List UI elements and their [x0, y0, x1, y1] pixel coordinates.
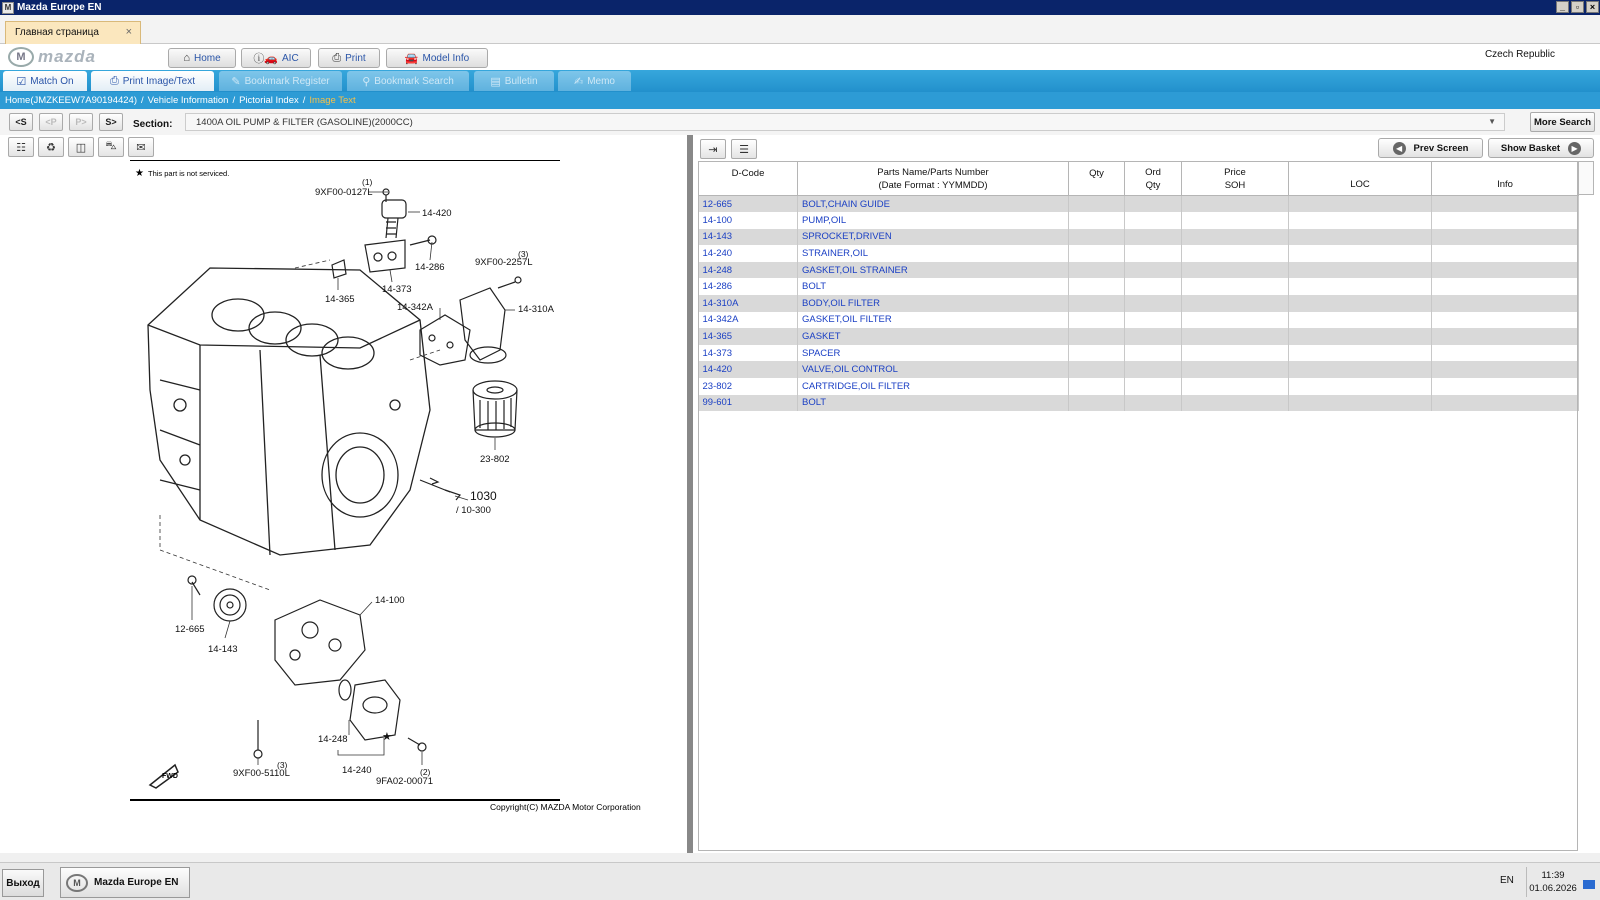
column-header-dcode[interactable] — [699, 162, 798, 196]
show-basket-label: Show Basket — [1500, 142, 1561, 154]
more-search-button[interactable]: More Search — [1530, 112, 1595, 132]
keyboard-language[interactable]: EN — [1500, 875, 1514, 886]
info-cell — [1432, 229, 1579, 246]
status-bar — [0, 853, 1600, 862]
loc-cell — [1289, 312, 1432, 329]
callout-14-143[interactable]: 14-143 — [208, 644, 238, 655]
price-soh-cell — [1182, 196, 1289, 213]
loc-cell — [1289, 378, 1432, 395]
not-serviced-star-icon: ★ — [382, 731, 392, 743]
fwd-label: FWD — [162, 773, 178, 780]
app-icon: M — [2, 2, 14, 14]
ord-qty-cell — [1125, 229, 1182, 246]
breadcrumb-separator: / — [232, 95, 236, 106]
callout-14-420[interactable]: 14-420 — [422, 208, 452, 219]
table-row[interactable] — [699, 295, 1579, 312]
bookmark-search-button[interactable] — [347, 71, 469, 91]
breadcrumb — [0, 92, 1600, 109]
aic-icon: ⓘ🚗 — [253, 53, 279, 65]
not-serviced-star-icon: ★ — [135, 168, 144, 179]
dcode-cell[interactable]: 14-310A — [699, 295, 798, 312]
part-name-cell[interactable]: VALVE,OIL CONTROL — [798, 361, 1069, 378]
home-icon: ⌂ — [183, 52, 190, 64]
info-cell — [1432, 262, 1579, 279]
column-header-qty[interactable] — [1069, 162, 1125, 196]
taskbar-app-label: Mazda Europe EN — [94, 877, 179, 888]
qty-cell — [1069, 328, 1125, 345]
print-button[interactable] — [318, 48, 380, 68]
table-row[interactable] — [699, 395, 1579, 412]
check-icon: ☑ — [16, 75, 27, 88]
dcode-cell[interactable]: 14-286 — [699, 278, 798, 295]
callout-10-300: / 10-300 — [456, 505, 491, 516]
info-cell — [1432, 278, 1579, 295]
qty-cell — [1069, 312, 1125, 329]
dcode-cell[interactable]: 14-248 — [699, 262, 798, 279]
callout-14-100[interactable]: 14-100 — [375, 595, 405, 606]
qty-cell — [1069, 229, 1125, 246]
ord-qty-cell — [1125, 395, 1182, 412]
breadcrumb-current: Image Text — [309, 95, 356, 106]
price-soh-cell — [1182, 361, 1289, 378]
column-header-loc[interactable] — [1289, 162, 1432, 196]
engine-block-drawing — [148, 268, 430, 555]
callout-9fa02-00071[interactable]: 9FA02-00071 — [376, 776, 434, 787]
model-info-button-label: Model Info — [422, 52, 470, 64]
home-page-tab[interactable] — [5, 21, 141, 44]
qty-cell — [1069, 245, 1125, 262]
price-soh-cell — [1182, 278, 1289, 295]
app-header — [0, 44, 1600, 70]
part-name-cell[interactable]: PUMP,OIL — [798, 212, 1069, 229]
bulletin-button[interactable] — [474, 71, 554, 91]
callout-14-342a[interactable]: 14-342A — [397, 302, 433, 313]
notification-flag-icon[interactable] — [1583, 880, 1595, 889]
callout-14-365[interactable]: 14-365 — [325, 294, 355, 305]
callout-14-373[interactable]: 14-373 — [382, 284, 412, 295]
document-tabstrip — [0, 15, 1600, 44]
loc-cell — [1289, 361, 1432, 378]
callout-qty-1: (1) — [362, 177, 373, 187]
loc-cell — [1289, 196, 1432, 213]
part-name-cell[interactable]: STRAINER,OIL — [798, 245, 1069, 262]
dcode-cell[interactable]: 12-665 — [699, 196, 798, 213]
price-soh-cell — [1182, 328, 1289, 345]
oil-filter-body-drawing — [420, 277, 521, 365]
info-cell — [1432, 328, 1579, 345]
ord-qty-cell — [1125, 212, 1182, 229]
qty-cell — [1069, 345, 1125, 362]
part-name-cell[interactable]: BOLT,CHAIN GUIDE — [798, 196, 1069, 213]
match-on-button[interactable] — [3, 71, 87, 91]
not-serviced-note: This part is not serviced. — [148, 169, 230, 178]
table-row[interactable] — [699, 229, 1579, 246]
os-taskbar — [0, 862, 1600, 900]
table-row[interactable] — [699, 212, 1579, 229]
table-scrollbar[interactable] — [1578, 161, 1594, 195]
mazda-logo-text: mazda — [38, 47, 96, 66]
chevron-down-icon: ▼ — [1488, 117, 1496, 126]
copyright-text: Copyright(C) MAZDA Motor Corporation — [490, 802, 641, 812]
parts-table — [698, 161, 1579, 411]
info-cell — [1432, 245, 1579, 262]
callout-qty-2: (2) — [420, 767, 431, 777]
loc-cell — [1289, 295, 1432, 312]
price-soh-cell — [1182, 229, 1289, 246]
section-dropdown[interactable] — [185, 113, 1505, 131]
ord-qty-cell — [1125, 245, 1182, 262]
mail-icon[interactable]: ✉ — [128, 137, 154, 157]
show-basket-button[interactable] — [1488, 138, 1594, 158]
first-section-button[interactable]: <S — [9, 113, 33, 131]
print-image-text-label: Print Image/Text — [122, 75, 196, 87]
info-cell — [1432, 395, 1579, 412]
price-soh-cell — [1182, 295, 1289, 312]
mazda-logo — [8, 47, 96, 67]
section-label: Section: — [133, 119, 173, 130]
home-page-tab-label: Главная страница — [15, 27, 99, 38]
callout-14-286[interactable]: 14-286 — [415, 262, 445, 273]
callout-leader-lines — [160, 192, 515, 765]
back-arrow-icon: ◀ — [1393, 142, 1406, 155]
next-page-button[interactable]: P> — [69, 113, 93, 131]
dcode-header-label: D-Code — [731, 168, 765, 179]
qty-cell — [1069, 196, 1125, 213]
price-soh-cell — [1182, 262, 1289, 279]
info-cell — [1432, 212, 1579, 229]
callout-1030: 1030 — [470, 489, 497, 503]
qty-cell — [1069, 395, 1125, 412]
table-row[interactable] — [699, 262, 1579, 279]
zoom-100-icon[interactable]: ◫ — [68, 137, 94, 157]
match-on-label: Match On — [30, 75, 74, 87]
ord-qty-cell — [1125, 196, 1182, 213]
soh-header-label: SOH — [1224, 179, 1246, 191]
info-cell — [1432, 196, 1579, 213]
ord-qty-cell — [1125, 262, 1182, 279]
part-name-cell[interactable]: GASKET,OIL FILTER — [798, 312, 1069, 329]
part-name-cell[interactable]: GASKET — [798, 328, 1069, 345]
country-label: Czech Republic — [1484, 49, 1555, 60]
parts-list-icon[interactable]: ☷ — [8, 137, 34, 157]
ord-qty-cell — [1125, 361, 1182, 378]
model-info-icon: 🚘 — [404, 52, 419, 65]
ord-qty-cell — [1125, 378, 1182, 395]
mazda-emblem-icon: M — [66, 874, 88, 892]
bookmark-search-label: Bookmark Search — [374, 75, 454, 87]
ord-qty-cell — [1125, 278, 1182, 295]
part-name-cell[interactable]: CARTRIDGE,OIL FILTER — [798, 378, 1069, 395]
front-direction-icon — [150, 765, 178, 788]
callout-9xf00-2257l[interactable]: 9XF00-2257L — [475, 257, 533, 268]
bulletin-icon: ▤ — [490, 75, 501, 88]
bookmark-register-button[interactable] — [219, 71, 342, 91]
section-dropdown-value: 1400A OIL PUMP & FILTER (GASOLINE)(2000CC) — [196, 117, 413, 128]
price-soh-cell — [1182, 245, 1289, 262]
aic-button-label: AIC — [282, 52, 299, 64]
breadcrumb-pictorial-index[interactable]: Pictorial Index — [239, 95, 299, 106]
ord-qty-cell — [1125, 295, 1182, 312]
search-icon: ⚲ — [362, 75, 371, 88]
dcode-cell[interactable]: 14-365 — [699, 328, 798, 345]
memo-button[interactable] — [558, 71, 631, 91]
prev-page-button[interactable]: <P — [39, 113, 63, 131]
vehicle-icon[interactable]: ⛍ — [98, 137, 124, 157]
drain-plug-drawing — [420, 478, 460, 500]
dcode-cell[interactable]: 14-420 — [699, 361, 798, 378]
restore-button[interactable]: ▫ — [1571, 1, 1584, 13]
loc-cell — [1289, 212, 1432, 229]
bookmark-register-label: Bookmark Register — [244, 75, 330, 87]
part-name-cell[interactable]: SPACER — [798, 345, 1069, 362]
home-button[interactable] — [168, 48, 236, 68]
home-button-label: Home — [193, 52, 221, 64]
clock-time: 11:39 — [1541, 870, 1565, 881]
part-name-cell[interactable]: SPROCKET,DRIVEN — [798, 229, 1069, 246]
loc-cell — [1289, 278, 1432, 295]
ord-qty-cell — [1125, 312, 1182, 329]
dcode-cell[interactable]: 23-802 — [699, 378, 798, 395]
price-soh-cell — [1182, 212, 1289, 229]
loc-cell — [1289, 395, 1432, 412]
function-toolbar — [0, 70, 1600, 92]
print-icon: ⎙ — [332, 51, 342, 64]
part-name-cell[interactable]: BODY,OIL FILTER — [798, 295, 1069, 312]
table-row[interactable] — [699, 196, 1579, 213]
price-soh-cell — [1182, 378, 1289, 395]
system-clock[interactable] — [1528, 869, 1578, 895]
column-header-info[interactable] — [1432, 162, 1579, 196]
column-header-price-soh[interactable] — [1182, 162, 1289, 196]
info-cell — [1432, 345, 1579, 362]
last-section-button[interactable]: S> — [99, 113, 123, 131]
prev-screen-label: Prev Screen — [1413, 142, 1469, 154]
callout-14-240[interactable]: 14-240 — [342, 765, 372, 776]
taskbar-app-button[interactable] — [60, 867, 190, 898]
ord-qty-cell — [1125, 345, 1182, 362]
table-row[interactable] — [699, 328, 1579, 345]
table-row[interactable] — [699, 312, 1579, 329]
dcode-cell[interactable]: 99-601 — [699, 395, 798, 412]
table-row[interactable] — [699, 278, 1579, 295]
bulletin-label: Bulletin — [504, 75, 538, 87]
breadcrumb-separator: / — [302, 95, 306, 106]
dcode-cell[interactable]: 14-342A — [699, 312, 798, 329]
add-to-basket-icon[interactable]: ☰ — [731, 139, 757, 159]
loc-cell — [1289, 245, 1432, 262]
date-format-header-label: (Date Format : YYMMDD) — [878, 179, 988, 191]
aic-button[interactable] — [241, 48, 311, 68]
info-header-label: Info — [1497, 179, 1513, 190]
price-soh-cell — [1182, 345, 1289, 362]
breadcrumb-vehicle-information[interactable]: Vehicle Information — [147, 95, 229, 106]
memo-icon: ✍ — [573, 75, 584, 88]
section-bar — [0, 109, 1600, 135]
breadcrumb-home[interactable]: Home(JMZKEEW7A90194424) — [5, 95, 137, 106]
qty-header-label: Qty — [1089, 168, 1104, 179]
prev-screen-button[interactable] — [1378, 138, 1483, 158]
print-image-text-button[interactable] — [91, 71, 214, 91]
qty-cell — [1069, 278, 1125, 295]
loc-cell — [1289, 328, 1432, 345]
qty-cell — [1069, 262, 1125, 279]
part-name-cell[interactable]: BOLT — [798, 278, 1069, 295]
split-view-icon[interactable]: ⇥ — [700, 139, 726, 159]
price-header-label: Price — [1224, 166, 1246, 178]
table-row[interactable] — [699, 378, 1579, 395]
callout-9xf00-5110l[interactable]: 9XF00-5110L — [233, 768, 290, 779]
column-header-ord-qty[interactable] — [1125, 162, 1182, 196]
qty-cell — [1069, 295, 1125, 312]
forward-arrow-icon: ▶ — [1568, 142, 1581, 155]
part-name-cell[interactable]: BOLT — [798, 395, 1069, 412]
parts-list-panel — [693, 135, 1600, 853]
callout-qty-3: (3) — [518, 249, 529, 259]
ord-qty-header-label: Qty — [1145, 179, 1161, 191]
dcode-cell[interactable]: 14-143 — [699, 229, 798, 246]
bookmark-icon: ✎ — [231, 75, 241, 88]
window-title: Mazda Europe EN — [17, 2, 102, 13]
loc-cell — [1289, 229, 1432, 246]
print-icon: ⎙ — [109, 74, 119, 87]
table-row[interactable] — [699, 361, 1579, 378]
dcode-cell[interactable]: 14-100 — [699, 212, 798, 229]
callout-qty-3: (3) — [277, 760, 288, 770]
oil-filter-cartridge-drawing — [473, 381, 517, 437]
print-button-label: Print — [345, 52, 366, 64]
recycle-icon[interactable]: ♻ — [38, 137, 64, 157]
mazda-emblem-icon: M — [8, 47, 34, 67]
table-row[interactable] — [699, 245, 1579, 262]
qty-cell — [1069, 378, 1125, 395]
ord-header-label: Ord — [1145, 166, 1161, 178]
dcode-cell[interactable]: 14-240 — [699, 245, 798, 262]
callout-9xf00-0127l[interactable]: 9XF00-0127L — [315, 187, 373, 198]
loc-cell — [1289, 262, 1432, 279]
info-cell — [1432, 312, 1579, 329]
ord-qty-cell — [1125, 328, 1182, 345]
close-button[interactable]: × — [1586, 1, 1599, 13]
info-cell — [1432, 378, 1579, 395]
tray-divider — [1526, 867, 1527, 897]
window-titlebar — [0, 0, 1600, 15]
breadcrumb-separator: / — [141, 95, 144, 106]
model-info-button[interactable] — [386, 48, 488, 68]
callout-14-310a[interactable]: 14-310A — [518, 304, 554, 315]
loc-cell — [1289, 345, 1432, 362]
memo-label: Memo — [587, 75, 615, 87]
part-name-cell[interactable]: GASKET,OIL STRAINER — [798, 262, 1069, 279]
qty-cell — [1069, 212, 1125, 229]
info-cell — [1432, 295, 1579, 312]
table-row[interactable] — [699, 345, 1579, 362]
column-header-parts-name[interactable] — [798, 162, 1069, 196]
callout-12-665[interactable]: 12-665 — [175, 624, 205, 635]
price-soh-cell — [1182, 395, 1289, 412]
callout-23-802[interactable]: 23-802 — [480, 454, 510, 465]
loc-header-label: LOC — [1350, 179, 1370, 190]
qty-cell — [1069, 361, 1125, 378]
table-header-row — [699, 162, 1579, 196]
exit-button[interactable]: Выход — [2, 869, 44, 897]
clock-date: 01.06.2026 — [1529, 883, 1577, 894]
minimize-button[interactable]: _ — [1556, 1, 1569, 13]
parts-diagram — [120, 160, 680, 850]
price-soh-cell — [1182, 312, 1289, 329]
dcode-cell[interactable]: 14-373 — [699, 345, 798, 362]
illustration-panel — [0, 135, 688, 853]
info-cell — [1432, 361, 1579, 378]
tab-close-icon[interactable]: × — [125, 26, 132, 38]
parts-name-header-label: Parts Name/Parts Number — [877, 166, 989, 178]
callout-14-248[interactable]: 14-248 — [318, 734, 348, 745]
